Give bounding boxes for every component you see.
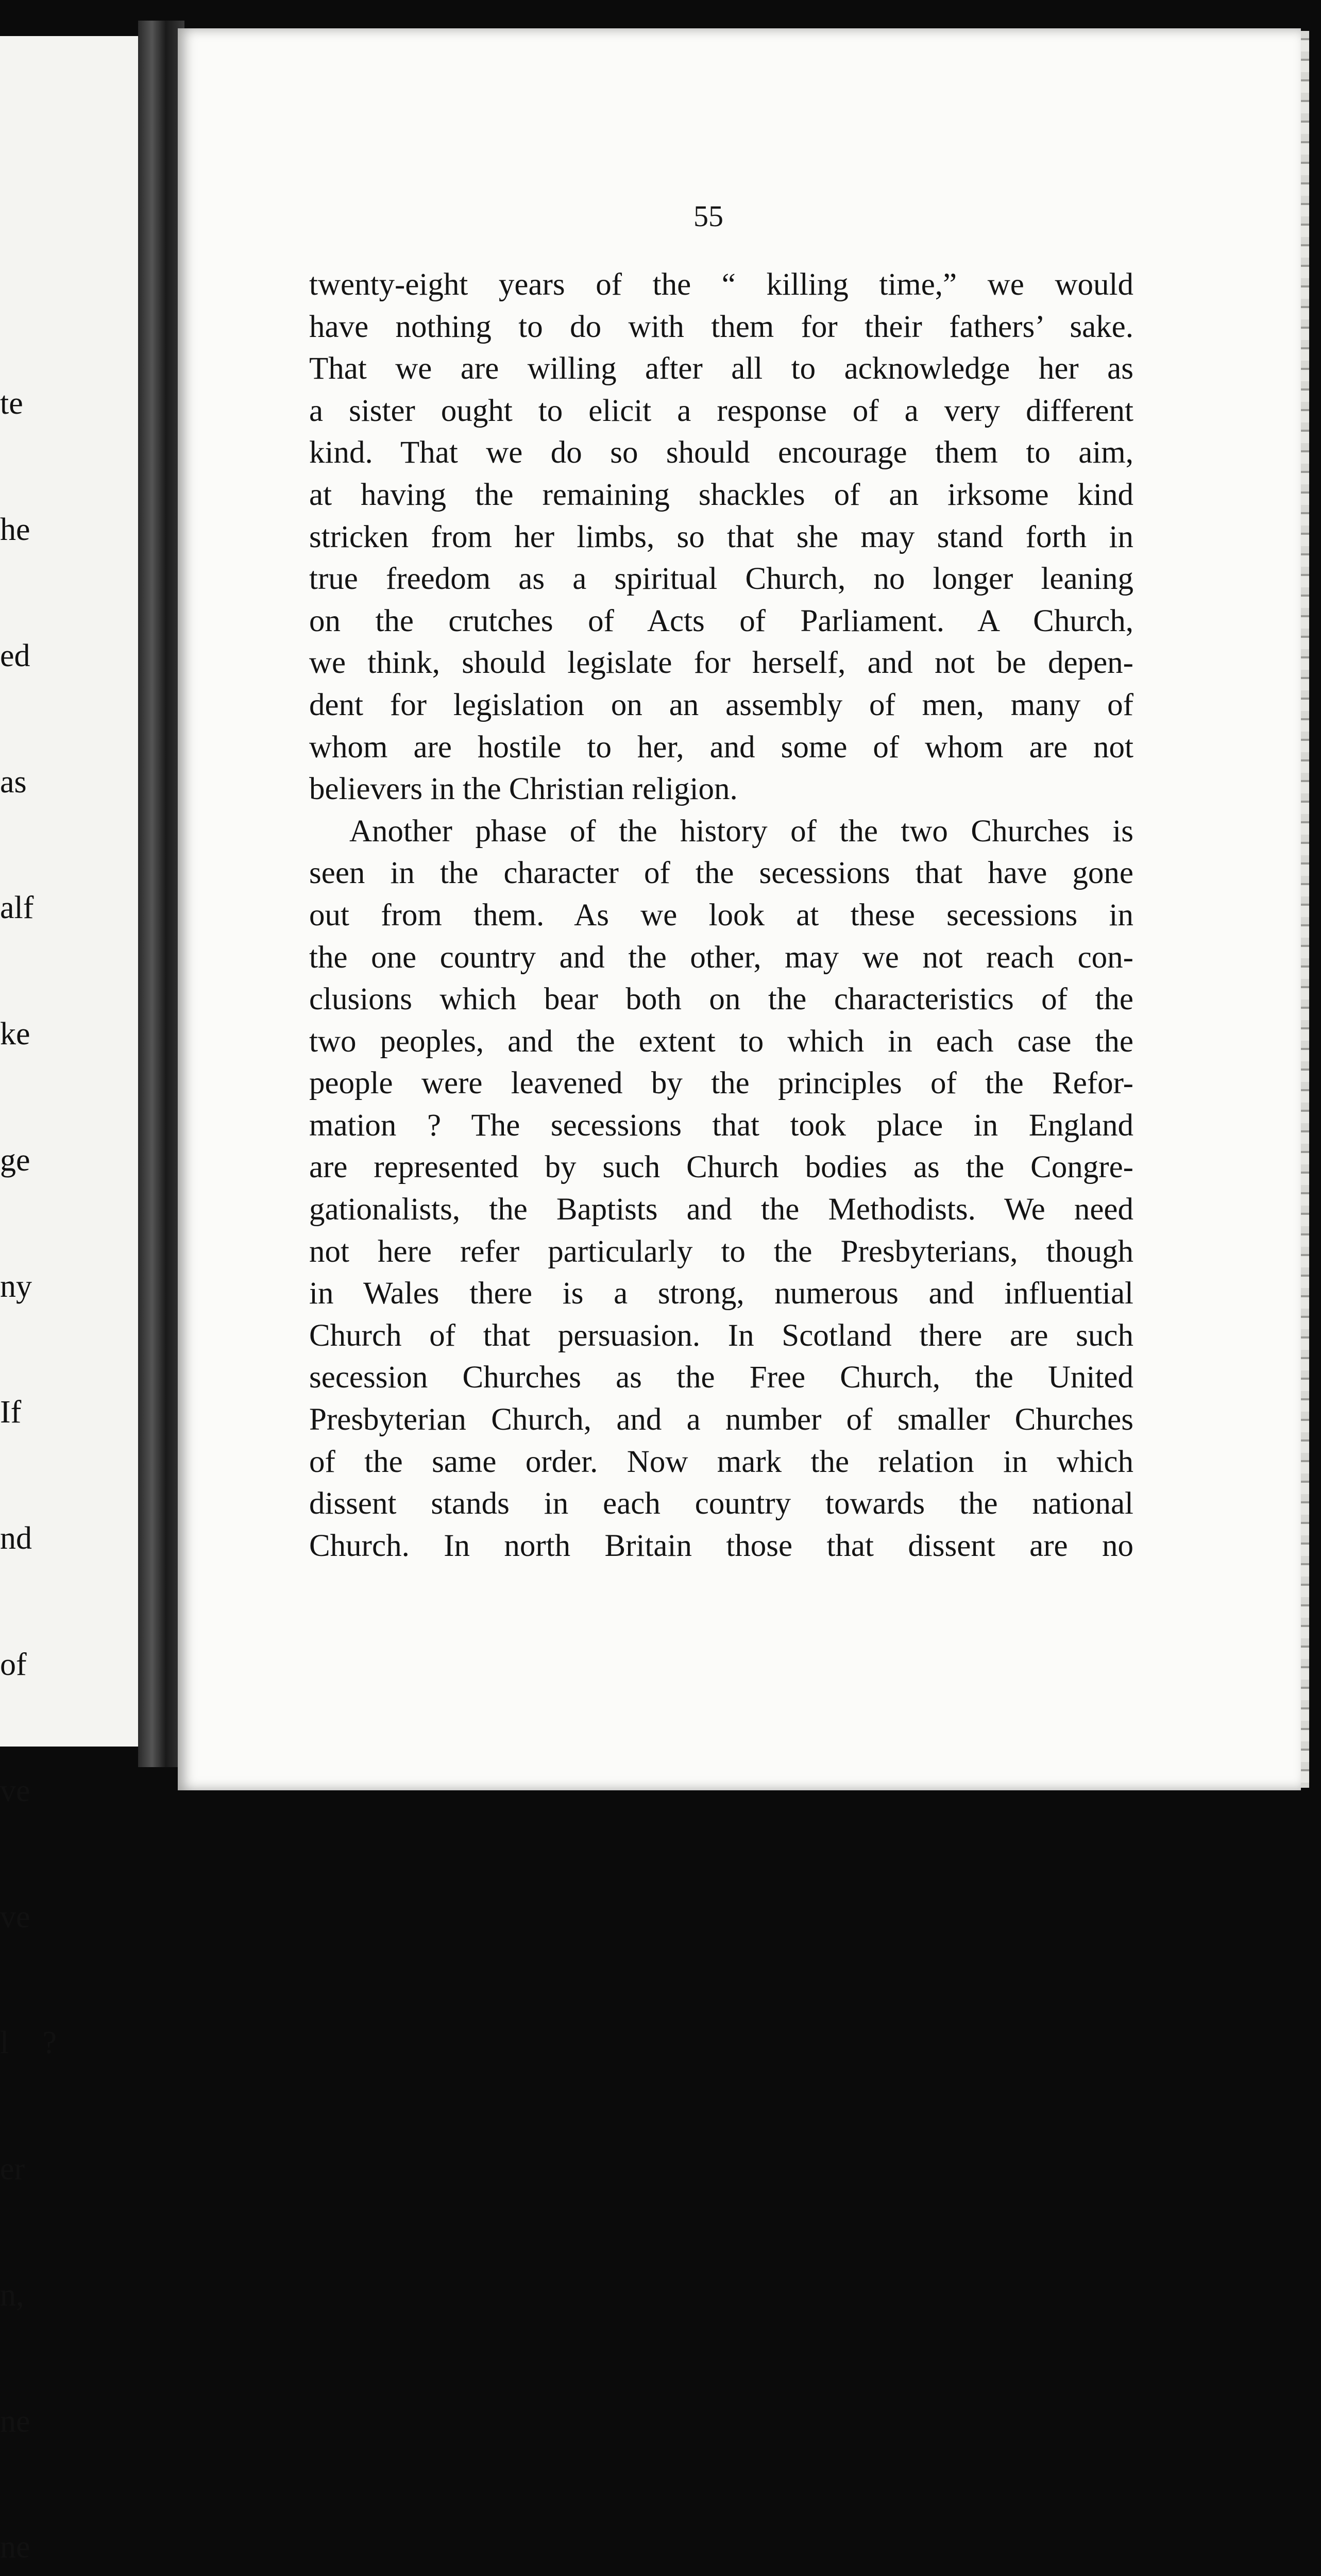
previous-page-line: er xyxy=(0,2151,25,2187)
text-line: twenty-eight years of the “ killing time,” we would xyxy=(309,267,1133,302)
text-line: kind. That we do so should encourage them to aim, xyxy=(309,435,1133,470)
text-line: two peoples, and the extent to which in each case the xyxy=(309,1024,1133,1059)
text-line: people were leavened by the principles of the Refor- xyxy=(309,1066,1133,1101)
text-line: Presbyterian Church, and a number of smaller Churches xyxy=(309,1402,1133,1437)
previous-page-line: ge xyxy=(0,1142,30,1178)
text-line: Church of that persuasion. In Scotland there are such xyxy=(309,1318,1133,1353)
text-line: are represented by such Church bodies as the Congre- xyxy=(309,1150,1133,1185)
previous-page-line: ne xyxy=(0,2403,30,2439)
previous-page-line: n, xyxy=(0,2277,24,2313)
text-line: That we are willing after all to acknowledge her as xyxy=(309,351,1133,386)
text-line: have nothing to do with them for their fathers’ sake. xyxy=(309,309,1133,344)
previous-page-line: ed xyxy=(0,638,30,673)
text-line: out from them. As we look at these secessions in xyxy=(309,897,1133,933)
previous-page xyxy=(0,36,155,2565)
text-line: on the crutches of Acts of Parliament. A Church, xyxy=(309,603,1133,638)
previous-page-line: he xyxy=(0,512,30,547)
text-line: mation ? The secessions that took place in England xyxy=(309,1108,1133,1143)
text-line: stricken from her limbs, so that she may stand forth in xyxy=(309,519,1133,554)
previous-page-line: ve xyxy=(0,1899,30,1935)
previous-page-line: alf xyxy=(0,890,34,926)
text-line: Another phase of the history of the two Churches is xyxy=(349,814,1133,849)
previous-page-line: as xyxy=(0,764,27,800)
text-line: whom are hostile to her, and some of whom are not xyxy=(309,730,1133,765)
previous-page-line: ny xyxy=(0,1268,32,1304)
text-line: the one country and the other, may we not reach con- xyxy=(309,940,1133,975)
text-line: gationalists, the Baptists and the Methodists. We need xyxy=(309,1192,1133,1227)
text-line: in Wales there is a strong, numerous and influential xyxy=(309,1276,1133,1311)
page-edge xyxy=(1301,31,1309,1788)
text-line: believers in the Christian religion. xyxy=(309,772,738,807)
page-number: 55 xyxy=(693,199,723,233)
text-line: secession Churches as the Free Church, the United xyxy=(309,1360,1133,1395)
previous-page-line: ke xyxy=(0,1016,30,1052)
text-line: at having the remaining shackles of an irksome kind xyxy=(309,477,1133,512)
text-line: we think, should legislate for herself, and not be depen- xyxy=(309,646,1133,681)
page-body-text xyxy=(309,264,1133,1567)
text-line: of the same order. Now mark the relation in which xyxy=(309,1444,1133,1479)
text-line: not here refer particularly to the Presbyterians, though xyxy=(309,1234,1133,1269)
previous-page-line: te xyxy=(0,386,23,421)
previous-page-line: of xyxy=(0,1647,27,1682)
text-line: seen in the character of the secessions that have gone xyxy=(309,856,1133,891)
text-line: dissent stands in each country towards the national xyxy=(309,1486,1133,1521)
text-line: clusions which bear both on the characteristics of the xyxy=(309,982,1133,1017)
text-line: Church. In north Britain those that dissent are no xyxy=(309,1528,1133,1563)
previous-page-line: ne xyxy=(0,2530,30,2565)
text-line: a sister ought to elicit a response of a very different xyxy=(309,393,1133,428)
previous-page-line: If xyxy=(0,1395,22,1430)
previous-page-line: nd xyxy=(0,1521,32,1556)
text-line: true freedom as a spiritual Church, no longer leaning xyxy=(309,562,1133,597)
previous-page-line: ve xyxy=(0,1773,30,1808)
previous-page-line: l ? xyxy=(0,2025,57,2061)
text-line: dent for legislation on an assembly of men, many of xyxy=(309,687,1133,722)
previous-page-text xyxy=(0,299,57,2576)
